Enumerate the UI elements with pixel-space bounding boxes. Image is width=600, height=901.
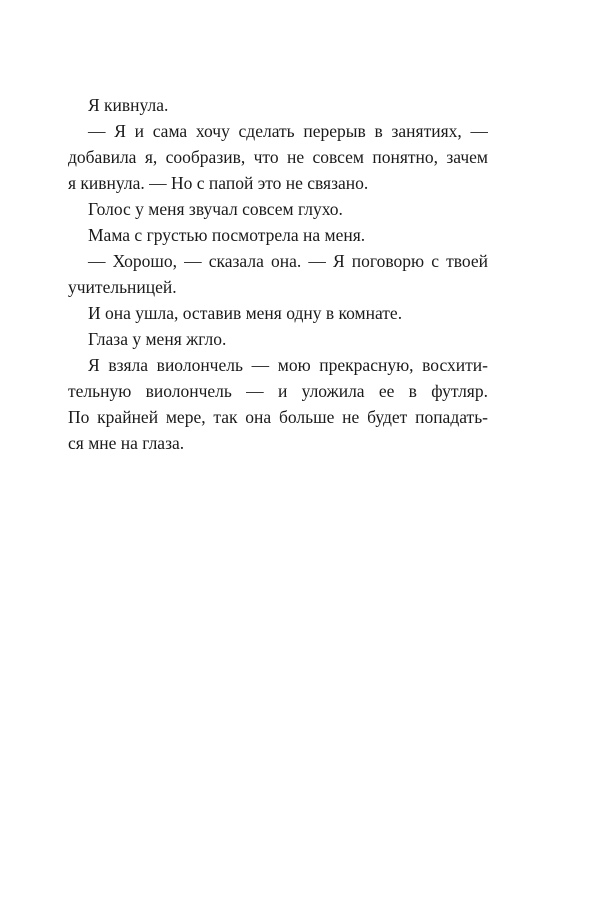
text-line: Глаза у меня жгло. (88, 329, 227, 349)
text-line: Мама с грустью посмотрела на меня. (88, 225, 366, 245)
text-line: И она ушла, оставив меня одну в комнате. (88, 303, 403, 323)
text-line: — Я и сама хочу сделать перерыв в занятиях, — (88, 121, 488, 141)
text-line: Я взяла виолончель — мою прекрасную, восхити- (88, 355, 488, 375)
text-line: учительницей. (68, 277, 177, 297)
text-line: тельную виолончель — и уложила ее в футляр. (68, 381, 488, 401)
text-line: я кивнула. — Но с папой это не связано. (68, 173, 369, 193)
text-line: Голос у меня звучал совсем глухо. (88, 199, 343, 219)
text-line: — Хорошо, — сказала она. — Я поговорю с твоей (88, 251, 488, 271)
text-line: ся мне на глаза. (68, 433, 185, 453)
text-line: По крайней мере, так она больше не будет попадать- (68, 407, 488, 427)
body-text (68, 92, 488, 456)
text-line: добавила я, сообразив, что не совсем понятно, зачем (68, 147, 488, 167)
text-line: Я кивнула. (88, 95, 169, 115)
